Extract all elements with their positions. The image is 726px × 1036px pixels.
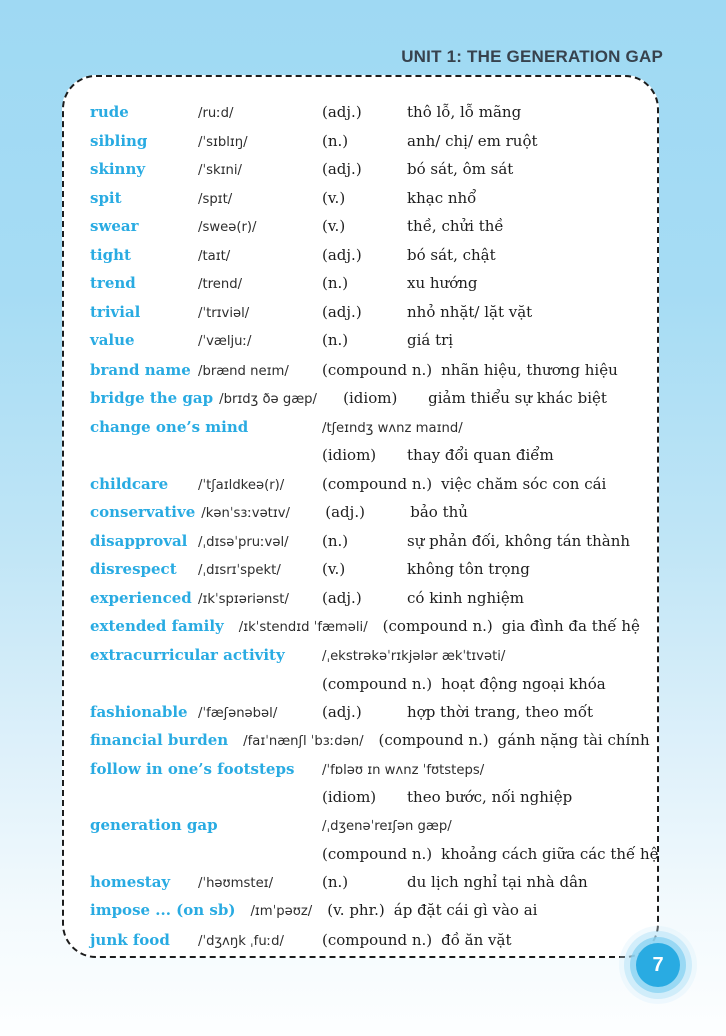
vocab-row [90, 414, 645, 470]
vocab-word: spit [90, 188, 122, 207]
vocab-word: disapproval [90, 531, 188, 550]
vocab-pos: (n.) [322, 131, 349, 150]
vocab-word: extended family [90, 617, 224, 635]
vocab-pos: (n.) [322, 531, 349, 550]
vocab-row [90, 356, 645, 386]
vocab-row [90, 99, 645, 128]
vocab-phonetic: /ɪkˈspɪəriənst/ [198, 591, 289, 607]
vocab-pos: (compound n.) [322, 474, 433, 493]
vocab-meaning: hợp thời trang, theo mốt [407, 702, 594, 721]
vocab-pos: (compound n.) [378, 731, 489, 749]
vocab-pos: (v.) [322, 217, 346, 235]
vocab-word: bridge the gap [90, 389, 214, 407]
vocab-row-line1 [90, 756, 645, 785]
vocab-phonetic: /ɪkˈstendɪd ˈfæməli/ [238, 620, 368, 635]
vocab-meaning: anh/ chị/ em ruột [407, 131, 538, 150]
vocab-phonetic: /faɪˈnænʃl ˈbɜːdən/ [243, 734, 364, 749]
vocab-phonetic: /brɪdʒ ðə gæp/ [219, 392, 317, 407]
vocab-pos: (adj.) [322, 302, 362, 321]
vocab-row [90, 727, 650, 756]
vocab-meaning: có kinh nghiệm [407, 588, 524, 607]
vocab-phonetic: /ˈtʃaɪldkeə(r)/ [198, 477, 285, 493]
vocab-row [90, 699, 645, 728]
vocab-word: sibling [90, 131, 148, 150]
vocab-pos: (adj.) [322, 702, 362, 721]
vocab-pos-meaning [322, 840, 659, 869]
vocab-meaning: áp đặt cái gì vào ai [393, 901, 538, 919]
vocab-row-line1 [90, 414, 645, 443]
vocab-pos: (adj.) [322, 588, 362, 607]
vocab-phonetic: /ˌdɪsrɪˈspekt/ [198, 563, 281, 578]
vocab-meaning: nhỏ nhặt/ lặt vặt [407, 302, 533, 321]
vocab-meaning: bó sát, ôm sát [407, 160, 514, 178]
vocab-row [90, 270, 645, 299]
vocab-pos-meaning [322, 356, 645, 385]
vocab-row [90, 812, 659, 869]
vocab-word: conservative [90, 503, 196, 521]
vocab-word: skinny [90, 160, 146, 178]
vocab-phonetic: /brænd neɪm/ [198, 363, 289, 379]
vocab-word: brand name [90, 360, 191, 379]
vocab-pos: (compound n.) [322, 360, 433, 379]
vocab-word: trivial [90, 302, 141, 321]
vocab-phonetic: /sweə(r)/ [198, 220, 257, 235]
vocab-meaning: việc chăm sóc con cái [441, 474, 607, 493]
vocab-row [90, 299, 645, 328]
vocab-row [90, 470, 645, 500]
vocab-meaning: bảo thủ [410, 503, 468, 521]
vocab-meaning: bó sát, chật [407, 245, 496, 264]
vocab-pos: (idiom) [322, 788, 377, 806]
vocab-row [90, 756, 645, 812]
vocab-row-line2 [90, 784, 645, 812]
vocab-meaning: khoảng cách giữa các thế hệ [441, 845, 659, 863]
vocab-row [90, 613, 645, 642]
vocabulary-list [90, 99, 659, 955]
vocab-pos: (v.) [322, 188, 346, 207]
vocab-meaning: sự phản đối, không tán thành [407, 531, 631, 550]
vocab-phonetic: /spɪt/ [198, 191, 233, 207]
vocab-row [90, 926, 645, 956]
vocab-phonetic: /ˈsɪblɪŋ/ [198, 134, 248, 150]
vocab-meaning: giảm thiểu sự khác biệt [428, 389, 607, 407]
vocab-row [90, 128, 645, 157]
vocab-pos: (n.) [322, 872, 349, 891]
vocab-row [90, 585, 645, 614]
vocab-phonetic: /taɪt/ [198, 248, 231, 264]
vocab-word: experienced [90, 588, 192, 607]
vocab-row [90, 499, 645, 528]
vocab-pos: (compound n.) [322, 675, 433, 693]
vocab-pos-meaning [322, 470, 645, 499]
vocab-word: swear [90, 217, 139, 235]
vocab-row-line2 [90, 840, 659, 869]
vocab-meaning: khạc nhổ [407, 188, 477, 207]
unit-title: UNIT 1: THE GENERATION GAP [401, 47, 663, 66]
vocab-meaning: thề, chửi thề [407, 217, 504, 235]
vocab-phonetic: /ˈskɪni/ [198, 163, 242, 178]
vocab-meaning: thô lỗ, lỗ mãng [407, 103, 522, 121]
vocab-word: follow in one’s footsteps [90, 759, 295, 778]
vocab-meaning: theo bước, nối nghiệp [407, 788, 573, 806]
vocab-pos: (v. phr.) [327, 901, 385, 919]
vocab-row [90, 213, 645, 242]
vocab-pos: (adj.) [325, 503, 365, 521]
vocab-row [90, 642, 645, 699]
vocab-word: junk food [90, 930, 170, 949]
vocab-meaning: gia đình đa thế hệ [501, 617, 640, 635]
vocab-row [90, 869, 645, 898]
vocab-phonetic: /ˈvæljuː/ [198, 334, 252, 349]
vocab-word: rude [90, 103, 129, 121]
vocab-phonetic: /ˈtrɪviəl/ [198, 305, 250, 321]
vocab-row [90, 185, 645, 214]
vocab-word: generation gap [90, 815, 218, 834]
vocab-meaning: hoạt động ngoại khóa [441, 675, 606, 693]
vocab-pos: (adj.) [322, 160, 362, 178]
vocab-meaning: du lịch nghỉ tại nhà dân [407, 872, 588, 891]
vocab-word: change one’s mind [90, 417, 249, 436]
vocab-phonetic: /ˌekstrəkəˈrɪkjələr ækˈtɪvəti/ [322, 648, 506, 664]
vocab-row [90, 897, 645, 926]
vocab-word: homestay [90, 872, 171, 891]
vocab-pos: (compound n.) [322, 930, 433, 949]
vocab-row [90, 556, 645, 585]
vocab-word: value [90, 331, 135, 349]
vocab-pos: (v.) [322, 560, 346, 578]
vocab-phonetic: /trend/ [198, 277, 243, 292]
vocab-meaning: giá trị [407, 331, 454, 349]
vocab-meaning: thay đổi quan điểm [407, 446, 554, 464]
vocab-row [90, 242, 645, 271]
vocab-pos: (n.) [322, 274, 349, 292]
vocab-word: fashionable [90, 702, 188, 721]
vocab-phonetic: /ɪmˈpəʊz/ [250, 904, 313, 919]
vocab-meaning: gánh nặng tài chính [497, 731, 650, 749]
vocab-row-line2 [90, 670, 645, 699]
vocab-meaning: không tôn trọng [407, 560, 530, 578]
vocab-pos-meaning [322, 926, 645, 955]
vocab-row [90, 385, 645, 414]
vocab-phonetic: /ˌdɪsəˈpruːvəl/ [198, 534, 289, 550]
vocab-pos: (adj.) [322, 103, 362, 121]
vocabulary-card [62, 75, 659, 958]
vocab-pos: (idiom) [343, 389, 398, 407]
vocab-phonetic: /ˈdʒʌŋk ˌfuːd/ [198, 933, 284, 949]
vocab-phonetic: /tʃeɪndʒ wʌnz maɪnd/ [322, 420, 463, 436]
vocab-phonetic: /ˌdʒenəˈreɪʃən gæp/ [322, 818, 452, 834]
vocab-phonetic: /ˈhəʊmsteɪ/ [198, 875, 274, 891]
vocab-phonetic: /kənˈsɜːvətɪv/ [201, 506, 291, 521]
vocab-word: trend [90, 274, 136, 292]
vocab-row [90, 156, 645, 185]
vocab-pos: (idiom) [322, 446, 377, 464]
vocab-row-line1 [90, 812, 645, 841]
vocab-word: extracurricular activity [90, 645, 285, 664]
vocab-row-line2 [90, 442, 645, 470]
vocab-pos: (n.) [322, 331, 349, 349]
vocab-phonetic: /ˈfæʃənəbəl/ [198, 705, 278, 721]
page-number-badge [636, 943, 680, 987]
vocab-word: impose ... (on sb) [90, 901, 236, 919]
vocab-pos: (adj.) [322, 245, 362, 264]
vocab-pos-meaning [322, 670, 645, 699]
vocab-word: financial burden [90, 731, 229, 749]
vocab-pos: (compound n.) [322, 845, 433, 863]
vocab-word: tight [90, 245, 131, 264]
vocab-row [90, 327, 645, 356]
vocab-phonetic: /ˈfɒləʊ ɪn wʌnz ˈfʊtsteps/ [322, 762, 485, 778]
vocab-row [90, 528, 645, 557]
vocab-phonetic: /ruːd/ [198, 106, 234, 121]
page-number: 7 [652, 953, 664, 976]
vocab-word: disrespect [90, 560, 177, 578]
vocab-meaning: đồ ăn vặt [441, 930, 512, 949]
vocab-meaning: nhãn hiệu, thương hiệu [441, 360, 618, 379]
vocab-pos: (compound n.) [382, 617, 493, 635]
vocab-word: childcare [90, 474, 169, 493]
vocab-meaning: xu hướng [407, 274, 478, 292]
vocab-row-line1 [90, 642, 645, 671]
